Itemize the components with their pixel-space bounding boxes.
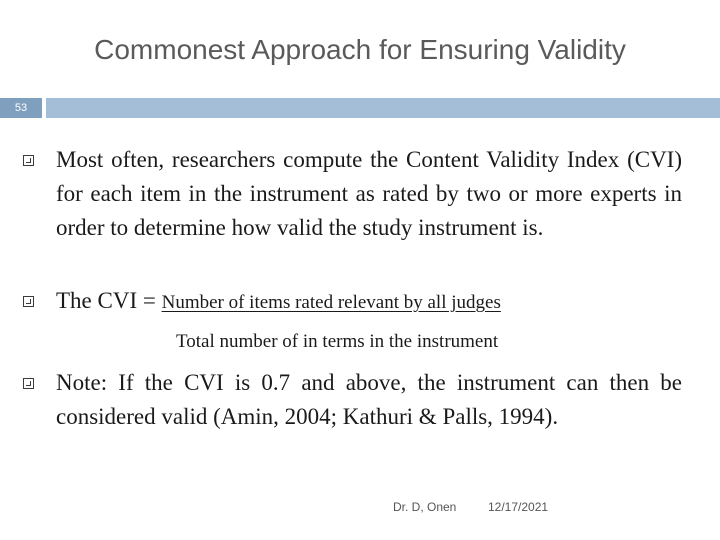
bullet-text-cvi-note: Note: If the CVI is 0.7 and above, the instrument can then be considered valid (Amin, 2004; Kathuri & Palls, 1994). xyxy=(56,370,682,429)
cvi-formula xyxy=(56,284,501,320)
header-rule-bar xyxy=(46,98,720,118)
footer-date: 12/17/2021 xyxy=(488,500,549,514)
checkbox-bullet-icon xyxy=(23,378,34,389)
slide-number: 53 xyxy=(0,98,42,118)
checkbox-bullet-icon xyxy=(23,296,34,307)
cvi-formula-numerator: Number of items rated relevant by all judges xyxy=(161,292,501,313)
slide-title: Commonest Approach for Ensuring Validity xyxy=(94,34,626,65)
cvi-formula-denominator: Total number of in terms in the instrument xyxy=(176,331,499,352)
checkbox-bullet-icon xyxy=(23,155,34,166)
footer-author: Dr. D, Onen xyxy=(393,500,457,514)
bullet-text-cvi-description: Most often, researchers compute the Content Validity Index (CVI) for each item in the instrument as rated by two or more experts in order to determine how valid the study instrument is. xyxy=(56,147,682,240)
cvi-formula-prefix: The CVI = xyxy=(56,288,162,313)
